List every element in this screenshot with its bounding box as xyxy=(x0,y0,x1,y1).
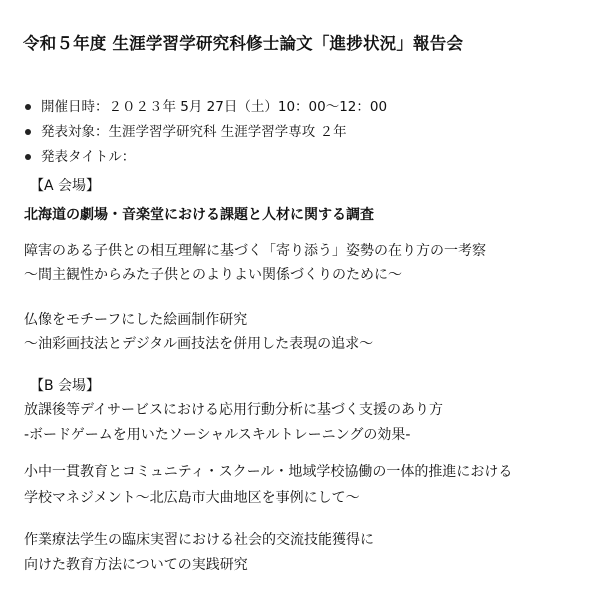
presentation-subtitle: 〜油彩画技法とデジタル画技法を併用した表現の追求〜 xyxy=(24,336,374,352)
presentation-title: 作業療法学生の臨床実習における社会的交流技能獲得に xyxy=(24,532,374,548)
bullet-icon xyxy=(25,129,31,135)
titles-heading-item xyxy=(24,144,584,169)
titles-heading: 発表タイトル： xyxy=(41,148,136,165)
presentation-subtitle: 〜間主観性からみた子供とのよりよい関係づくりのために〜 xyxy=(24,267,402,283)
presentation-subtitle: 向けた教育方法についての実践研究 xyxy=(24,557,248,573)
page-title: 令和５年度 生涯学習学研究科修士論文「進捗状況」報告会 xyxy=(23,34,464,53)
event-datetime: 開催日時：２０２３年 5月 27日（土）10：00〜12：00 xyxy=(41,98,388,115)
venue-b-label: 【B 会場】 xyxy=(30,378,101,394)
presentation-title: 北海道の劇場・音楽堂における課題と人材に関する調査 xyxy=(24,207,374,223)
event-datetime-item xyxy=(24,94,584,119)
presenters: 発表対象：生涯学習学研究科 生涯学習学専攻 ２年 xyxy=(41,123,347,140)
presentation-title: 障害のある子供との相互理解に基づく「寄り添う」姿勢の在り方の一考察 xyxy=(24,243,486,259)
presentation-title: 小中一貫教育とコミュニティ・スクール・地域学校協働の一体的推進における xyxy=(24,464,513,480)
event-info-list xyxy=(24,94,584,169)
bullet-icon xyxy=(25,104,31,110)
presenters-item xyxy=(24,119,584,144)
venue-a-label: 【A 会場】 xyxy=(30,178,101,194)
bullet-icon xyxy=(25,154,31,160)
presentation-subtitle: 学校マネジメント〜北広島市大曲地区を事例にして〜 xyxy=(24,490,360,506)
presentation-title: 放課後等デイサービスにおける応用行動分析に基づく支援のあり方 xyxy=(24,402,444,418)
presentation-title: 仏像をモチーフにした絵画制作研究 xyxy=(24,312,248,328)
presentation-subtitle: -ボードゲームを用いたソーシャルスキルトレーニングの効果- xyxy=(24,427,411,443)
